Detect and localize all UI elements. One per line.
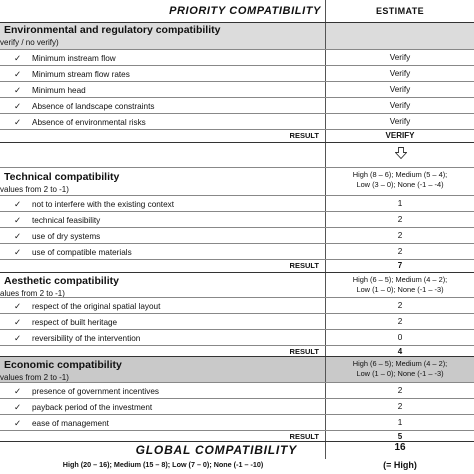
down-arrow-icon <box>395 147 407 159</box>
table-row <box>0 415 474 431</box>
result-value: VERIFY <box>385 131 415 140</box>
result-label: RESULT <box>0 431 326 441</box>
item-label: ease of management <box>32 419 109 428</box>
estimate-header: ESTIMATE <box>375 6 425 16</box>
aesthetic-title: Aesthetic compatibility <box>4 275 119 287</box>
check-icon: ✓ <box>14 69 22 79</box>
table-row <box>0 330 474 346</box>
item-label: respect of the original spatial layout <box>32 302 161 311</box>
item-label: payback period of the investment <box>32 403 153 412</box>
item-value: Verify <box>389 117 411 126</box>
item-label: Minimum stream flow rates <box>32 70 130 79</box>
check-icon: ✓ <box>14 386 22 396</box>
item-label: reversibility of the intervention <box>32 334 141 343</box>
global-value-note: (= High) <box>383 460 417 470</box>
table-row <box>0 212 474 228</box>
check-icon: ✓ <box>14 317 22 327</box>
table-row <box>0 228 474 244</box>
item-value: 1 <box>397 199 403 208</box>
technical-title: Technical compatibility <box>4 171 120 183</box>
check-icon: ✓ <box>14 117 22 127</box>
item-label: use of dry systems <box>32 232 101 241</box>
environmental-subtitle: verify / no verify) <box>0 38 59 47</box>
check-icon: ✓ <box>14 85 22 95</box>
item-value: 2 <box>397 215 403 224</box>
technical-subtitle: values from 2 to -1) <box>0 185 69 194</box>
aesthetic-section-header <box>0 273 474 298</box>
item-value: 2 <box>397 247 403 256</box>
result-value: 4 <box>397 347 403 356</box>
check-icon: ✓ <box>14 231 22 241</box>
global-compatibility-label: GLOBAL COMPATIBILITY <box>0 442 326 459</box>
table-row <box>0 383 474 399</box>
economic-scale-line1: High (6 – 5); Medium (4 – 2); <box>352 359 448 368</box>
technical-result-row <box>0 260 474 273</box>
aesthetic-result-row <box>0 346 474 357</box>
result-value: 5 <box>397 432 403 441</box>
item-label: technical feasibility <box>32 216 101 225</box>
item-label: use of compatible materials <box>32 248 132 257</box>
check-icon: ✓ <box>14 418 22 428</box>
technical-scale-line2: Low (3 – 0); None (-1 – -4) <box>356 179 444 189</box>
check-icon: ✓ <box>14 101 22 111</box>
economic-section-header <box>0 357 474 383</box>
global-compatibility-row <box>0 442 474 459</box>
item-value: 0 <box>397 333 403 342</box>
table-row <box>0 66 474 82</box>
item-value: Verify <box>389 53 411 62</box>
item-value: Verify <box>389 101 411 110</box>
item-value: 1 <box>397 418 403 427</box>
aesthetic-scale-line2: Low (1 – 0); None (-1 – -3) <box>356 284 444 294</box>
item-label: presence of government incentives <box>32 387 159 396</box>
result-label: RESULT <box>0 346 326 356</box>
table-row <box>0 196 474 212</box>
check-icon: ✓ <box>14 199 22 209</box>
environmental-section-header <box>0 23 474 50</box>
check-icon: ✓ <box>14 333 22 343</box>
technical-scale-line1: High (8 – 6); Medium (5 – 4); <box>352 170 448 179</box>
item-value: 2 <box>397 402 403 411</box>
global-scale-text: High (20 – 16); Medium (15 – 8); Low (7 – 0); None (-1 – -10) <box>62 460 264 469</box>
economic-scale-line2: Low (1 – 0); None (-1 – -3) <box>356 368 444 378</box>
check-icon: ✓ <box>14 247 22 257</box>
priority-compatibility-header: PRIORITY COMPATIBILITY <box>0 0 326 22</box>
table-row <box>0 82 474 98</box>
environmental-title: Environmental and regulatory compatibility <box>4 24 221 36</box>
check-icon: ✓ <box>14 53 22 63</box>
item-label: not to interfere with the existing context <box>32 200 174 209</box>
global-compatibility-value: 16 <box>394 442 406 453</box>
item-label: Minimum head <box>32 86 86 95</box>
economic-result-row <box>0 431 474 442</box>
item-value: 2 <box>397 317 403 326</box>
table-row <box>0 98 474 114</box>
economic-subtitle: values from 2 to -1) <box>0 373 69 382</box>
check-icon: ✓ <box>14 301 22 311</box>
result-value: 7 <box>397 261 403 270</box>
environmental-result-row <box>0 130 474 143</box>
item-value: Verify <box>389 69 411 78</box>
table-row <box>0 244 474 260</box>
item-label: Absence of landscape constraints <box>32 102 155 111</box>
table-row <box>0 314 474 330</box>
table-row <box>0 50 474 66</box>
technical-section-header <box>0 168 474 196</box>
item-label: respect of built heritage <box>32 318 118 327</box>
result-label: RESULT <box>0 130 326 142</box>
table-row <box>0 298 474 314</box>
aesthetic-scale-line1: High (6 – 5); Medium (4 – 2); <box>352 275 448 284</box>
check-icon: ✓ <box>14 402 22 412</box>
economic-title: Economic compatibility <box>4 359 122 371</box>
item-value: 2 <box>397 386 403 395</box>
result-label: RESULT <box>0 260 326 272</box>
aesthetic-subtitle: alues from 2 to -1) <box>0 289 65 297</box>
table-header <box>0 0 474 23</box>
item-value: 2 <box>397 231 403 240</box>
item-value: Verify <box>389 85 411 94</box>
item-value: 2 <box>397 301 403 310</box>
table-row <box>0 114 474 130</box>
table-row <box>0 399 474 415</box>
check-icon: ✓ <box>14 215 22 225</box>
item-label: Minimum instream flow <box>32 54 116 63</box>
item-label: Absence of environmental risks <box>32 118 146 127</box>
